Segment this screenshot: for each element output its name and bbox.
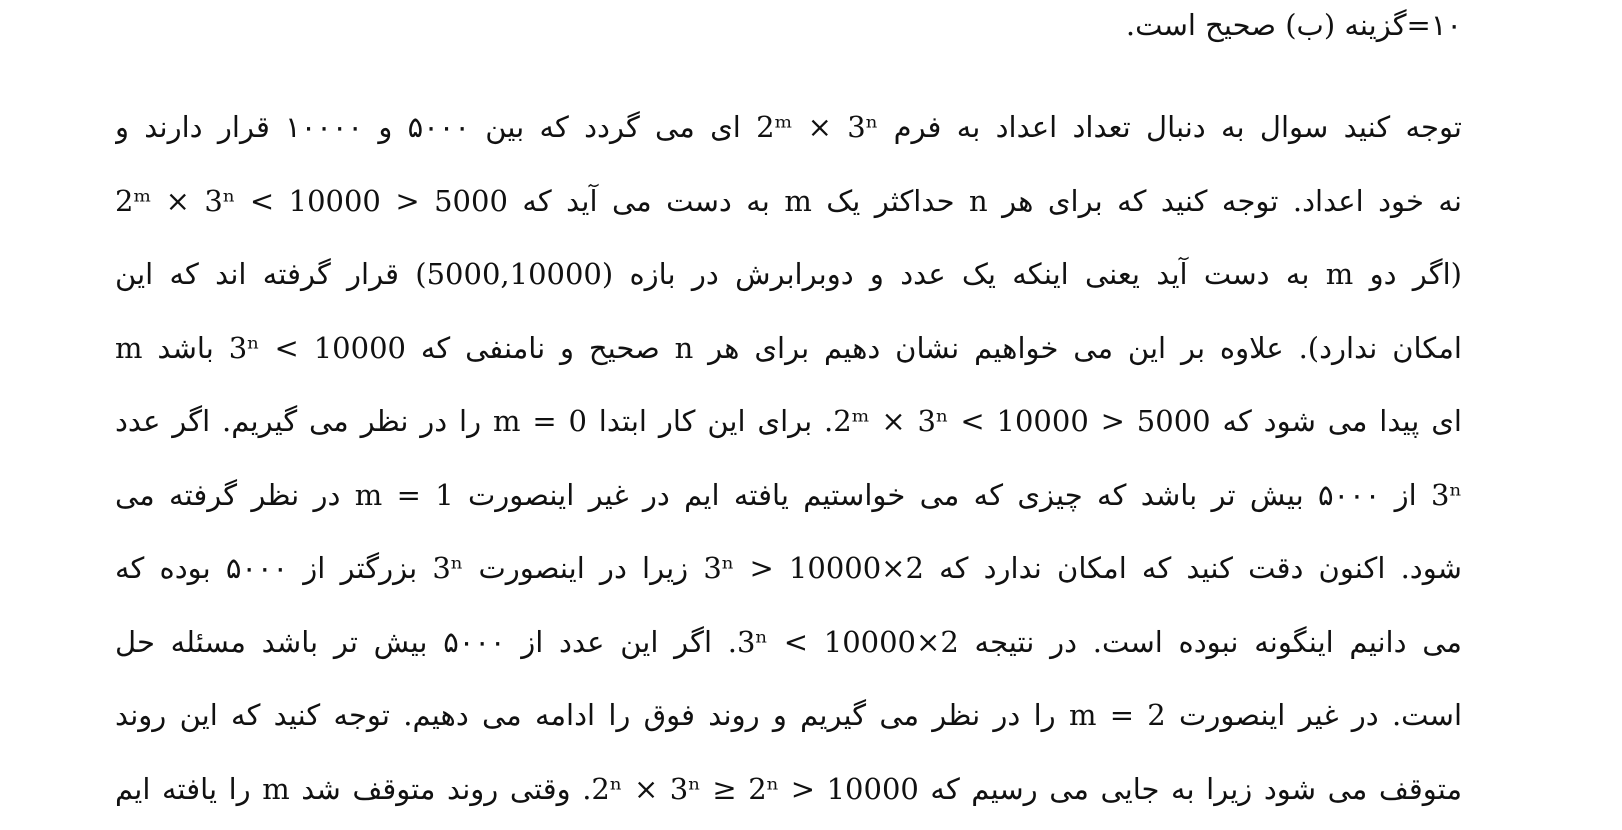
paragraph-line-2: نه خود اعداد. توجه کنید که برای هر n حداکثر یک m به دست می آید که 5000 < 2ᵐ × 3ⁿ < 10000: [115, 169, 1462, 243]
paragraph-line-7: شود. اکنون دقت کنید که امکان ندارد که 2×3ⁿ > 10000 زیرا در اینصورت 3ⁿ بزرگتر از ۵۰۰۰ بوده که: [115, 536, 1462, 610]
paragraph-line-6: 3ⁿ از ۵۰۰۰ بیش تر باشد که چیزی که می خواستیم یافته ایم در غیر اینصورت m = 1 در نظر گرفته می: [115, 463, 1462, 537]
explanation-paragraph: [115, 95, 1462, 830]
paragraph-line-9: است. در غیر اینصورت m = 2 را در نظر می گیریم و روند فوق را ادامه می دهیم. توجه کنید که این روند: [115, 683, 1462, 757]
paragraph-line-4: امکان ندارد). علاوه بر این می خواهیم نشان دهیم برای هر n صحیح و نامنفی که 3ⁿ < 10000 باشد m: [115, 316, 1462, 390]
paragraph-line-3: (اگر دو m به دست آید یعنی اینکه یک عدد و دوبرابرش در بازه (5000,10000) قرار گرفته اند که این: [115, 242, 1462, 316]
paragraph-line-10: متوقف می شود زیرا به جایی می رسیم که 2ⁿ × 3ⁿ ≥ 2ⁿ > 10000. وقتی روند متوقف شد m را یافته ایم: [115, 757, 1462, 830]
paragraph-line-8: می دانیم اینگونه نبوده است. در نتیجه 2×3ⁿ < 10000. اگر این عدد از ۵۰۰۰ بیش تر باشد مسئله حل: [115, 610, 1462, 684]
answer-heading: ۱۰=گزینه (ب) صحیح است.: [862, 0, 1462, 50]
paragraph-line-1: توجه کنید سوال به دنبال تعداد اعداد به فرم 2ᵐ × 3ⁿ ای می گردد که بین ۵۰۰۰ و ۱۰۰۰۰ قرار دارند و: [115, 95, 1462, 169]
paragraph-line-5: ای پیدا می شود که 5000 < 2ᵐ × 3ⁿ < 10000. برای این کار ابتدا m = 0 را در نظر می گیریم. اگر عدد: [115, 389, 1462, 463]
